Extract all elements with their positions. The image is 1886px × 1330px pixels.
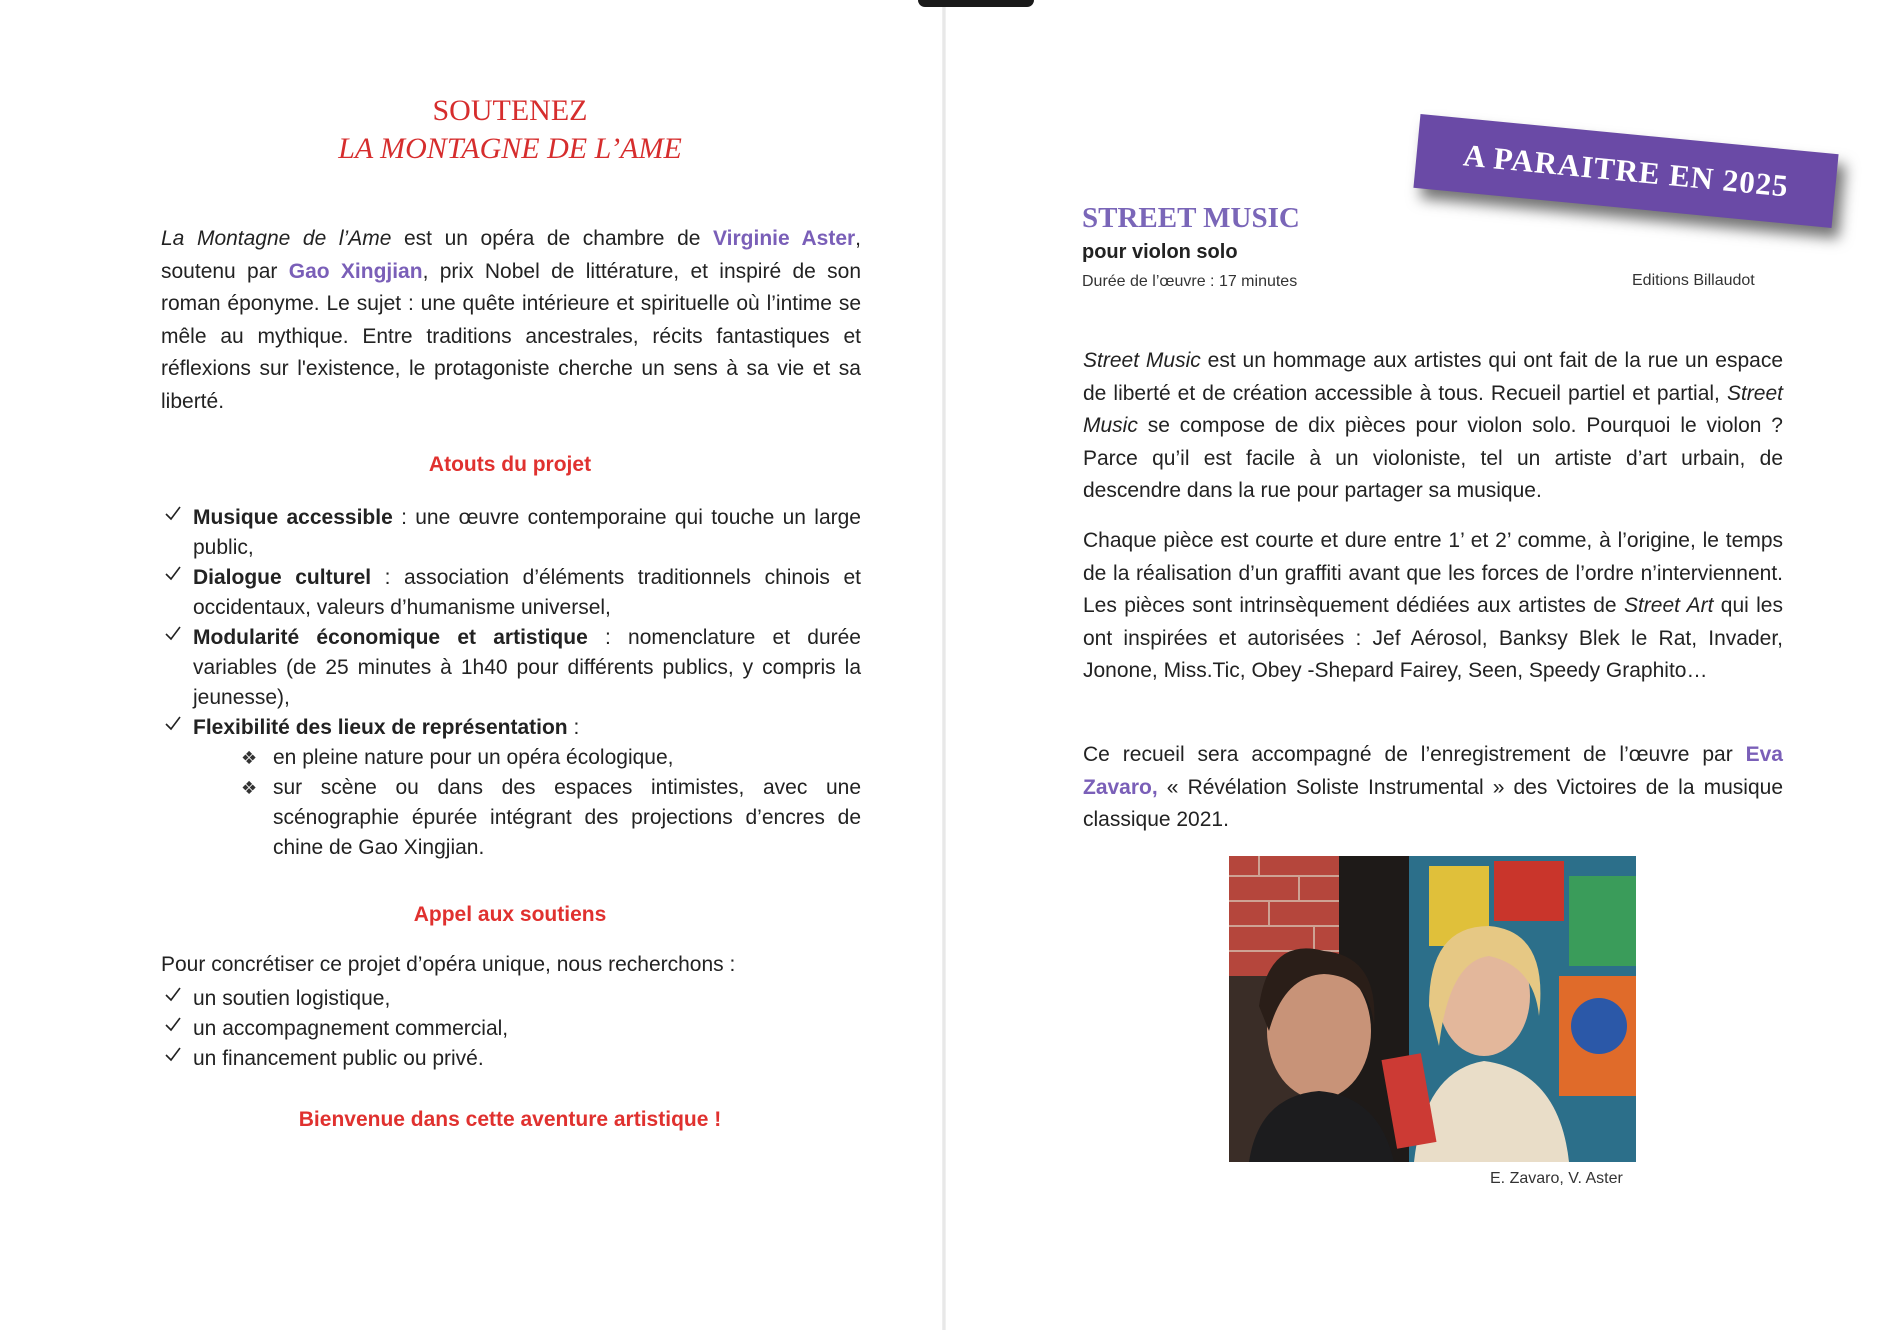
- asset-text: :: [567, 716, 580, 739]
- release-banner: A PARAITRE EN 2025: [1413, 114, 1838, 228]
- intro-paragraph: [161, 223, 861, 418]
- intro-text-1: est un opéra de chambre de: [391, 227, 714, 250]
- para-text: Chaque pièce est courte et dure entre 1’ et 2’ comme, à l’origine, le temps de la réalisation d’un graffiti avant que les forces de l’ordre n’interviennent. Les pièces sont intrinsèquement dédiées aux artistes de: [1083, 529, 1783, 617]
- assets-heading: Atouts du projet: [428, 453, 592, 476]
- venue-text: sur scène ou dans des espaces intimistes, avec une scénographie épurée intégrant des projections d’encres de chine de Gao Xingjian.: [273, 776, 861, 859]
- venue-text: en pleine nature pour un opéra écologique,: [273, 746, 674, 769]
- street-music-paragraph-1: [1083, 345, 1783, 508]
- diamond-bullet-icon: ❖: [241, 778, 258, 798]
- support-item-text: un accompagnement commercial,: [193, 1017, 509, 1040]
- asset-text: : nomenclature et durée variables (de 25 minutes à 1h40 pour différents publics, y compris la jeunesse),: [193, 626, 861, 709]
- asset-label: Modularité économique et artistique: [193, 626, 588, 649]
- check-icon: [161, 1014, 185, 1034]
- welcome-message: Bienvenue dans cette aventure artistique !: [298, 1108, 722, 1131]
- para-text: est un hommage aux artistes qui ont fait de la rue un espace de liberté et de création accessible à tous. Recueil partiel et partial,: [1083, 349, 1783, 405]
- assets-list: [161, 503, 861, 863]
- artists-photo: [1229, 856, 1636, 1162]
- asset-label: Flexibilité des lieux de représentation: [193, 716, 568, 739]
- list-item: [161, 623, 861, 713]
- asset-label: Dialogue culturel: [193, 566, 372, 589]
- check-icon: [161, 563, 185, 583]
- diamond-bullet-icon: ❖: [241, 748, 258, 768]
- work-title: La Montagne de l’Ame: [161, 227, 392, 250]
- support-intro: Pour concrétiser ce projet d’opéra unique, nous recherchons :: [161, 953, 736, 976]
- check-icon: [161, 984, 185, 1004]
- street-music-paragraph-2: [1083, 525, 1783, 688]
- asset-label: Musique accessible: [193, 506, 393, 529]
- support-heading: Appel aux soutiens: [413, 903, 607, 926]
- list-item: [161, 1044, 861, 1074]
- street-music-title: STREET MUSIC: [1082, 202, 1300, 234]
- check-icon: [161, 503, 185, 523]
- book-gutter: [942, 0, 946, 1330]
- para-text: Ce recueil sera accompagné de l’enregistrement de l’œuvre par: [1083, 743, 1746, 766]
- check-icon: [161, 623, 185, 643]
- list-item: [161, 563, 861, 623]
- asset-text: : association d’éléments traditionnels chinois et occidentaux, valeurs d’humanisme universel,: [193, 566, 862, 619]
- writer-name: Gao Xingjian: [288, 259, 423, 283]
- support-list: [161, 984, 861, 1074]
- list-item: [161, 503, 861, 563]
- page-title-soutenez: SOUTENEZ: [432, 94, 588, 127]
- para-text: se compose de dix pièces pour violon solo. Pourquoi le violon ? Parce qu’il est facile à un violoniste, tel un artiste d’art urbain, de descendre dans la rue pour partager sa musique.: [1083, 414, 1783, 502]
- check-icon: [161, 713, 185, 733]
- para-text: « Révélation Soliste Instrumental » des Victoires de la musique classique 2021.: [1083, 775, 1783, 831]
- list-item: [161, 984, 861, 1014]
- duration: Durée de l’œuvre : 17 minutes: [1082, 273, 1298, 290]
- asset-text: : une œuvre contemporaine qui touche un large public,: [193, 506, 861, 559]
- venue-item: [161, 773, 861, 863]
- support-item-text: un soutien logistique,: [193, 987, 391, 1010]
- para-text: qui les ont inspirées et autorisées : Jef Aérosol, Banksy Blek le Rat, Invader, Jonone, Miss.Tic, Obey -Shepard Fairey, Seen, Speedy Graphito…: [1083, 594, 1783, 682]
- performer-name: Eva Zavaro,: [1083, 743, 1783, 799]
- intro-text-3: , prix Nobel de littérature, et inspiré de son roman éponyme. Le sujet : une quête intérieure et spirituelle où l’intime se mêle au mythique. Entre traditions ancestrales, récits fantastiques et réflexions sur l'existence, le protagoniste cherche un sens à sa vie et sa liberté.: [161, 259, 861, 413]
- support-item-text: un financement public ou privé.: [193, 1047, 484, 1070]
- photo-caption: E. Zavaro, V. Aster: [1490, 1170, 1623, 1187]
- page-title-montagne: LA MONTAGNE DE L’AME: [338, 132, 682, 165]
- intro-text-2: , soutenu par: [161, 227, 862, 283]
- binding-mark: [918, 0, 1034, 7]
- instrumentation: pour violon solo: [1082, 241, 1238, 263]
- work-title: Street Music: [1083, 349, 1201, 372]
- list-item: [161, 713, 861, 743]
- venue-item: [161, 743, 861, 773]
- composer-name: Virginie Aster: [713, 227, 856, 250]
- photo-illustration: [1229, 856, 1636, 1162]
- work-title: Street Music: [1083, 381, 1783, 437]
- check-icon: [161, 1044, 185, 1064]
- street-music-paragraph-3: [1083, 739, 1783, 837]
- street-art-term: Street Art: [1623, 594, 1714, 617]
- list-item: [161, 1014, 861, 1044]
- publisher: Editions Billaudot: [1632, 272, 1755, 289]
